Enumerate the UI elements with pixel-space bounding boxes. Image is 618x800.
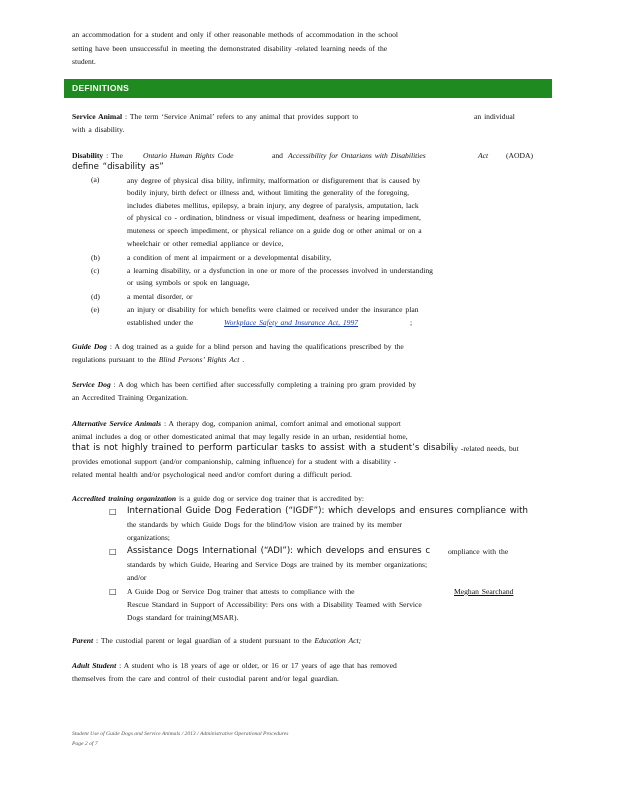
item-e-line-1: an injury or disability for which benefits were claimed or received under the insurance plan — [127, 305, 419, 314]
item-d-line-1: a mental disorder, or — [127, 292, 193, 301]
item-b-line-1: a condition of ment al impairment or a developmental disability, — [127, 253, 332, 262]
adi-line-2: standards by which Guide, Hearing and Service Dogs are trained by its member organizations; — [127, 560, 428, 569]
adi-line-1: Assistance Dogs International (“ADI”): which develops and ensures c — [127, 546, 431, 556]
disability-text: : The — [103, 151, 123, 160]
msar-line-1: A Guide Dog or Service Dog trainer that attests to compliance with the — [127, 587, 355, 596]
aoda-act-name: Accessibility for Ontarians with Disabilities — [288, 151, 426, 160]
item-a-line-3: includes diabetes mellitus, epilepsy, a brain injury, any degree of paralysis, amputation, lack — [127, 201, 419, 210]
service-animal-text-end: an individual — [474, 112, 515, 121]
alt-animals-definition — [72, 419, 401, 429]
item-d-label: (d) — [91, 292, 100, 301]
service-dog-term: Service Dog — [72, 380, 111, 389]
item-a-line-2: bodily injury, birth defect or illness and, without limiting the generality of the foregoing, — [127, 188, 410, 197]
service-dog-definition — [72, 380, 416, 390]
item-c-line-1: a learning disability, or a dysfunction in one or more of the processes involved in understanding — [127, 266, 433, 275]
item-a-label: (a) — [91, 175, 100, 184]
item-a-line-6: wheelchair or other remedial appliance or device, — [127, 239, 284, 248]
alt-animals-line-4: provides emotional support (and/or companionship, calming influence) for a student with a disability - — [72, 457, 397, 466]
parent-definition — [72, 636, 361, 646]
aoda-act-suffix: Act — [478, 151, 489, 160]
adult-student-definition — [72, 661, 397, 671]
igdf-line-3: organizations; — [127, 533, 170, 542]
item-c-line-2: or using symbols or spok en language, — [127, 278, 250, 287]
aoda-abbrev: (AODA) — [506, 151, 533, 160]
item-e-line-2: established under the — [127, 318, 194, 327]
intro-line-1: an accommodation for a student and only if other reasonable methods of accommodation in the school — [72, 30, 399, 39]
education-act: Education Act; — [314, 636, 362, 645]
disability-definition-line-1 — [72, 151, 123, 161]
adi-line-1-end: ompliance with the — [448, 547, 509, 556]
disability-define-line: define “disability as” — [72, 162, 164, 172]
alt-animals-line-2: animal includes a dog or other domesticated animal that may legally reside in an urban, residential home, — [72, 432, 408, 441]
footer-page-number: Page 2 of 7 — [72, 741, 98, 747]
guide-dog-text: : A dog trained as a guide for a blind person and having the qualifications prescribed by the — [106, 342, 404, 351]
service-animal-definition — [72, 112, 358, 122]
bullet-marker: □ — [109, 547, 117, 556]
wsia-end: ; — [410, 318, 413, 327]
igdf-line-1: International Guide Dog Federation (“IGDF”): which develops and ensures compliance with — [127, 506, 528, 516]
intro-line-2: setting have been unsuccessful in meeting the demonstrated disability -related learning needs of the — [72, 44, 388, 53]
guide-dog-definition — [72, 342, 404, 352]
service-animal-term: Service Animal — [72, 112, 123, 121]
alt-animals-text: : A therapy dog, companion animal, comfort animal and emotional support — [161, 419, 401, 428]
alt-animals-line-5: related mental health and/or psychological need and/or comfort during a difficult period. — [72, 470, 352, 479]
guide-dog-term: Guide Dog — [72, 342, 107, 351]
item-a-line-5: muteness or speech impediment, or physical reliance on a guide dog or other animal or on a — [127, 226, 422, 235]
meghan-searchand-link[interactable]: Meghan Searchand — [454, 587, 514, 596]
disability-term: Disability — [72, 151, 104, 160]
footer-doc-title: Student Use of Guide Dogs and Service Animals / 2013 / Administrative Operational Procedures — [72, 731, 289, 737]
adi-line-3: and/or — [127, 573, 147, 582]
item-a-line-4: of physical co - ordination, blindness or visual impediment, deafness or hearing impediment, — [127, 213, 421, 222]
item-a-line-1: any degree of physical disa bility, infirmity, malformation or disfigurement that is caused by — [127, 176, 421, 185]
alt-animals-line-3-end: ty -related needs, but — [452, 444, 519, 453]
accredited-term: Accredited training organization — [72, 494, 177, 503]
adult-student-line-2: themselves from the care and control of their custodial parent and/or legal guardian. — [72, 674, 339, 683]
item-b-label: (b) — [91, 253, 100, 262]
service-animal-text: : The term ‘Service Animal’ refers to any animal that provides support to — [122, 112, 359, 121]
accredited-definition — [72, 494, 364, 504]
msar-line-2: Rescue Standard in Support of Accessibility: Pers ons with a Disability Teamed with Service — [127, 600, 422, 609]
service-animal-line-2: with a disability. — [72, 125, 125, 134]
guide-dog-period: . — [239, 355, 245, 364]
bullet-marker: □ — [109, 587, 117, 596]
alt-animals-term: Alternative Service Animals — [72, 419, 162, 428]
adult-student-term: Adult Student — [72, 661, 117, 670]
igdf-line-2: the standards by which Guide Dogs for the blind/low vision are trained by its member — [127, 520, 403, 529]
item-c-label: (c) — [91, 266, 100, 275]
accredited-text: is a guide dog or service dog trainer that is accredited by: — [176, 494, 364, 503]
disability-and: and — [272, 151, 283, 160]
definitions-header-bar — [64, 79, 552, 98]
adult-student-text: : A student who is 18 years of age or older, or 16 or 17 years of age that has removed — [116, 661, 397, 670]
blind-persons-rights-act: Blind Persons’ Rights Act — [158, 355, 240, 364]
parent-text: : The custodial parent or legal guardian of a student pursuant to the — [93, 636, 312, 645]
service-dog-line-2: an Accredited Training Organization. — [72, 393, 188, 402]
intro-line-3: student. — [72, 57, 96, 66]
bullet-marker: □ — [109, 507, 117, 516]
msar-line-3: Dogs standard for training(MSAR). — [127, 613, 239, 622]
guide-dog-line-2 — [72, 355, 244, 365]
parent-term: Parent — [72, 636, 94, 645]
item-e-label: (e) — [91, 305, 100, 314]
wsia-act-link[interactable]: Workplace Safety and Insurance Act, 1997 — [224, 318, 359, 327]
guide-dog-text-2: regulations pursuant to the — [72, 355, 156, 364]
alt-animals-line-3: that is not highly trained to perform particular tasks to assist with a student’s disabili — [72, 443, 454, 453]
ohrc-act: Ontario Human Rights Code — [143, 151, 234, 160]
service-dog-text: : A dog which has been certified after successfully completing a training pro gram provided by — [110, 380, 417, 389]
section-title: DEFINITIONS — [72, 83, 130, 93]
